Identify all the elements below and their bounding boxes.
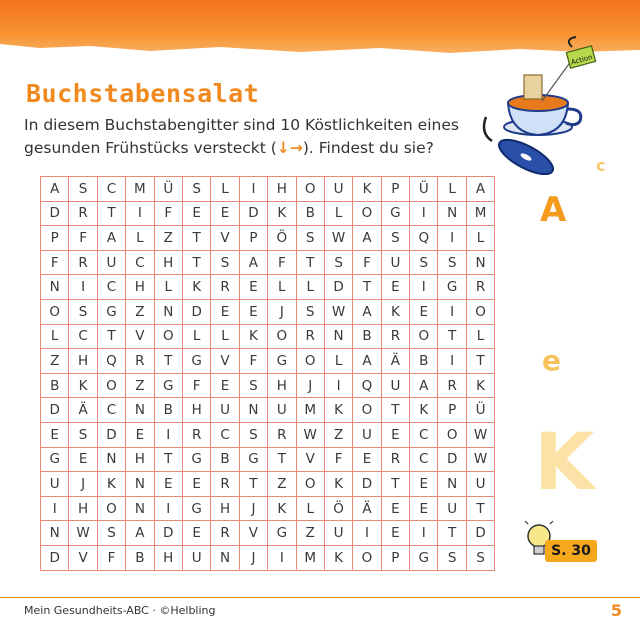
grid-cell[interactable]: L bbox=[211, 324, 239, 349]
grid-cell[interactable]: O bbox=[296, 349, 324, 374]
grid-cell[interactable]: A bbox=[97, 226, 125, 251]
grid-cell[interactable]: O bbox=[296, 472, 324, 497]
grid-cell[interactable]: J bbox=[239, 545, 267, 570]
grid-cell[interactable]: S bbox=[211, 250, 239, 275]
grid-cell[interactable]: R bbox=[381, 324, 409, 349]
grid-cell[interactable]: Z bbox=[126, 373, 154, 398]
grid-cell[interactable]: W bbox=[466, 422, 494, 447]
grid-row bbox=[41, 226, 495, 251]
grid-cell[interactable]: E bbox=[381, 521, 409, 546]
grid-cell[interactable]: S bbox=[466, 545, 494, 570]
grid-cell[interactable]: E bbox=[182, 472, 210, 497]
grid-cell[interactable]: L bbox=[154, 275, 182, 300]
grid-cell[interactable]: L bbox=[438, 177, 466, 202]
grid-cell[interactable]: B bbox=[353, 324, 381, 349]
grid-cell[interactable]: P bbox=[381, 177, 409, 202]
grid-cell[interactable]: F bbox=[182, 373, 210, 398]
grid-cell[interactable]: Z bbox=[126, 299, 154, 324]
grid-cell[interactable]: E bbox=[211, 299, 239, 324]
grid-cell[interactable]: V bbox=[211, 226, 239, 251]
grid-row bbox=[41, 496, 495, 521]
grid-cell[interactable]: V bbox=[69, 545, 97, 570]
grid-cell[interactable]: Ä bbox=[69, 398, 97, 423]
grid-cell[interactable]: R bbox=[268, 422, 296, 447]
grid-cell[interactable]: U bbox=[324, 177, 352, 202]
grid-row bbox=[41, 422, 495, 447]
grid-cell[interactable]: F bbox=[353, 250, 381, 275]
grid-cell[interactable]: N bbox=[126, 496, 154, 521]
grid-cell[interactable]: O bbox=[296, 177, 324, 202]
grid-cell[interactable]: R bbox=[296, 324, 324, 349]
grid-cell[interactable]: K bbox=[182, 275, 210, 300]
grid-cell[interactable]: T bbox=[466, 349, 494, 374]
grid-cell[interactable]: G bbox=[410, 545, 438, 570]
grid-cell[interactable]: W bbox=[324, 299, 352, 324]
direction-arrows-icon: ↓→ bbox=[276, 139, 303, 157]
footer-credit: Mein Gesundheits-ABC · ©Helbling bbox=[24, 604, 216, 617]
grid-cell[interactable]: G bbox=[154, 373, 182, 398]
grid-cell[interactable]: K bbox=[381, 299, 409, 324]
grid-cell[interactable]: L bbox=[268, 275, 296, 300]
word-search-grid bbox=[40, 176, 495, 571]
grid-cell[interactable]: F bbox=[324, 447, 352, 472]
grid-cell[interactable]: E bbox=[182, 521, 210, 546]
deco-letter-e: e bbox=[542, 344, 561, 377]
grid-cell[interactable]: T bbox=[438, 324, 466, 349]
grid-cell[interactable]: G bbox=[182, 447, 210, 472]
grid-cell[interactable]: K bbox=[324, 545, 352, 570]
grid-cell[interactable]: A bbox=[353, 299, 381, 324]
grid-cell[interactable]: H bbox=[69, 496, 97, 521]
grid-cell[interactable]: I bbox=[410, 275, 438, 300]
grid-cell[interactable]: P bbox=[41, 226, 69, 251]
grid-cell[interactable]: G bbox=[97, 299, 125, 324]
grid-cell[interactable]: S bbox=[410, 250, 438, 275]
grid-cell[interactable]: J bbox=[268, 299, 296, 324]
page-number: 5 bbox=[610, 601, 622, 620]
grid-cell[interactable]: I bbox=[41, 496, 69, 521]
grid-cell[interactable]: O bbox=[154, 324, 182, 349]
grid-row bbox=[41, 373, 495, 398]
grid-cell[interactable]: I bbox=[438, 226, 466, 251]
grid-cell[interactable]: E bbox=[69, 447, 97, 472]
grid-cell[interactable]: K bbox=[97, 472, 125, 497]
grid-cell[interactable]: R bbox=[438, 373, 466, 398]
grid-cell[interactable]: S bbox=[438, 250, 466, 275]
grid-cell[interactable]: H bbox=[211, 496, 239, 521]
grid-cell[interactable]: J bbox=[239, 496, 267, 521]
grid-cell[interactable]: C bbox=[211, 422, 239, 447]
grid-cell[interactable]: S bbox=[438, 545, 466, 570]
grid-cell[interactable]: E bbox=[353, 447, 381, 472]
deco-letter-k: K bbox=[534, 418, 595, 508]
grid-cell[interactable]: S bbox=[239, 422, 267, 447]
grid-cell[interactable]: I bbox=[239, 177, 267, 202]
grid-cell[interactable]: S bbox=[324, 250, 352, 275]
grid-cell[interactable]: O bbox=[466, 299, 494, 324]
grid-cell[interactable]: S bbox=[97, 521, 125, 546]
grid-cell[interactable]: N bbox=[126, 472, 154, 497]
grid-cell[interactable]: V bbox=[239, 521, 267, 546]
grid-cell[interactable]: D bbox=[239, 201, 267, 226]
grid-cell[interactable]: S bbox=[239, 373, 267, 398]
grid-cell[interactable]: K bbox=[239, 324, 267, 349]
grid-cell[interactable]: C bbox=[410, 447, 438, 472]
grid-cell[interactable]: S bbox=[69, 177, 97, 202]
grid-cell[interactable]: I bbox=[268, 545, 296, 570]
grid-cell[interactable]: D bbox=[438, 447, 466, 472]
grid-cell[interactable]: G bbox=[381, 201, 409, 226]
grid-cell[interactable]: S bbox=[69, 299, 97, 324]
grid-cell[interactable]: M bbox=[466, 201, 494, 226]
grid-cell[interactable]: D bbox=[182, 299, 210, 324]
grid-cell[interactable]: W bbox=[69, 521, 97, 546]
grid-row bbox=[41, 398, 495, 423]
grid-cell[interactable]: L bbox=[41, 324, 69, 349]
grid-cell[interactable]: J bbox=[69, 472, 97, 497]
grid-cell[interactable]: Ö bbox=[324, 496, 352, 521]
grid-cell[interactable]: M bbox=[126, 177, 154, 202]
grid-cell[interactable]: T bbox=[154, 349, 182, 374]
grid-cell[interactable]: O bbox=[41, 299, 69, 324]
grid-cell[interactable]: A bbox=[41, 177, 69, 202]
grid-cell[interactable]: H bbox=[126, 275, 154, 300]
grid-cell[interactable]: D bbox=[41, 201, 69, 226]
grid-cell[interactable]: P bbox=[239, 226, 267, 251]
grid-row bbox=[41, 299, 495, 324]
grid-cell[interactable]: H bbox=[154, 545, 182, 570]
grid-cell[interactable]: R bbox=[211, 472, 239, 497]
grid-cell[interactable]: E bbox=[154, 472, 182, 497]
grid-cell[interactable]: Ü bbox=[466, 398, 494, 423]
grid-cell[interactable]: I bbox=[126, 201, 154, 226]
grid-cell[interactable]: H bbox=[154, 250, 182, 275]
deco-letter-a: A bbox=[540, 190, 567, 230]
grid-cell[interactable]: E bbox=[410, 472, 438, 497]
grid-cell[interactable]: I bbox=[154, 422, 182, 447]
grid-cell[interactable]: A bbox=[410, 373, 438, 398]
grid-row bbox=[41, 250, 495, 275]
grid-cell[interactable]: W bbox=[296, 422, 324, 447]
grid-cell[interactable]: H bbox=[126, 447, 154, 472]
grid-cell[interactable]: O bbox=[410, 324, 438, 349]
grid-cell[interactable]: R bbox=[126, 349, 154, 374]
grid-cell[interactable]: A bbox=[353, 349, 381, 374]
grid-cell[interactable]: E bbox=[239, 275, 267, 300]
grid-cell[interactable]: E bbox=[381, 496, 409, 521]
grid-cell[interactable]: E bbox=[211, 201, 239, 226]
grid-cell[interactable]: P bbox=[438, 398, 466, 423]
grid-cell[interactable]: R bbox=[211, 521, 239, 546]
grid-cell[interactable]: A bbox=[466, 177, 494, 202]
grid-cell[interactable]: S bbox=[69, 422, 97, 447]
grid-cell[interactable]: U bbox=[211, 398, 239, 423]
grid-cell[interactable]: J bbox=[296, 373, 324, 398]
grid-cell[interactable]: R bbox=[466, 275, 494, 300]
grid-cell[interactable]: D bbox=[97, 422, 125, 447]
grid-cell[interactable]: Z bbox=[154, 226, 182, 251]
grid-cell[interactable]: K bbox=[324, 398, 352, 423]
grid-cell[interactable]: Ü bbox=[154, 177, 182, 202]
grid-cell[interactable]: E bbox=[182, 201, 210, 226]
grid-row bbox=[41, 177, 495, 202]
grid-cell[interactable]: T bbox=[239, 472, 267, 497]
grid-cell[interactable]: G bbox=[182, 349, 210, 374]
footer-divider bbox=[0, 597, 640, 598]
grid-cell[interactable]: I bbox=[353, 521, 381, 546]
grid-cell[interactable]: I bbox=[438, 299, 466, 324]
grid-cell[interactable]: L bbox=[126, 226, 154, 251]
grid-cell[interactable]: R bbox=[69, 250, 97, 275]
grid-cell[interactable]: D bbox=[324, 275, 352, 300]
grid-cell[interactable]: T bbox=[381, 472, 409, 497]
grid-cell[interactable]: N bbox=[211, 545, 239, 570]
grid-cell[interactable]: U bbox=[381, 250, 409, 275]
grid-cell[interactable]: E bbox=[381, 422, 409, 447]
grid-row bbox=[41, 275, 495, 300]
grid-cell[interactable]: B bbox=[410, 349, 438, 374]
grid-cell[interactable]: L bbox=[211, 177, 239, 202]
grid-cell[interactable]: Ü bbox=[410, 177, 438, 202]
grid-cell[interactable]: K bbox=[69, 373, 97, 398]
grid-cell[interactable]: E bbox=[41, 422, 69, 447]
grid-cell[interactable]: F bbox=[69, 226, 97, 251]
grid-cell[interactable]: H bbox=[268, 177, 296, 202]
grid-cell[interactable]: U bbox=[438, 496, 466, 521]
instruction-question: ). Findest du sie? bbox=[302, 139, 434, 157]
grid-cell[interactable]: T bbox=[182, 226, 210, 251]
grid-cell[interactable]: U bbox=[41, 472, 69, 497]
grid-cell[interactable]: T bbox=[154, 447, 182, 472]
grid-cell[interactable]: C bbox=[97, 275, 125, 300]
grid-cell[interactable]: N bbox=[154, 299, 182, 324]
grid-cell[interactable]: B bbox=[126, 545, 154, 570]
grid-cell[interactable]: S bbox=[182, 177, 210, 202]
grid-cell[interactable]: T bbox=[97, 201, 125, 226]
grid-row bbox=[41, 472, 495, 497]
grid-cell[interactable]: M bbox=[296, 545, 324, 570]
grid-cell[interactable]: D bbox=[41, 398, 69, 423]
grid-cell[interactable]: V bbox=[126, 324, 154, 349]
grid-cell[interactable]: Q bbox=[353, 373, 381, 398]
grid-cell[interactable]: W bbox=[324, 226, 352, 251]
grid-cell[interactable]: H bbox=[69, 349, 97, 374]
grid-cell[interactable]: D bbox=[466, 521, 494, 546]
grid-cell[interactable]: U bbox=[353, 422, 381, 447]
grid-cell[interactable]: A bbox=[353, 226, 381, 251]
grid-cell[interactable]: U bbox=[324, 521, 352, 546]
grid-cell[interactable]: T bbox=[268, 447, 296, 472]
grid-cell[interactable]: A bbox=[126, 521, 154, 546]
page-title: Buchstabensalat bbox=[26, 79, 260, 108]
grid-cell[interactable]: U bbox=[466, 472, 494, 497]
grid-cell[interactable]: C bbox=[126, 250, 154, 275]
teacup-illustration bbox=[476, 35, 616, 175]
grid-cell[interactable]: U bbox=[97, 250, 125, 275]
grid-cell[interactable]: N bbox=[239, 398, 267, 423]
grid-cell[interactable]: L bbox=[324, 201, 352, 226]
instruction-text bbox=[24, 114, 484, 160]
grid-cell[interactable]: R bbox=[211, 275, 239, 300]
grid-cell[interactable]: T bbox=[353, 275, 381, 300]
grid-cell[interactable]: N bbox=[438, 472, 466, 497]
grid-cell[interactable]: Ä bbox=[353, 496, 381, 521]
grid-cell[interactable]: U bbox=[381, 373, 409, 398]
grid-cell[interactable]: L bbox=[296, 275, 324, 300]
grid-cell[interactable]: O bbox=[353, 398, 381, 423]
grid-cell[interactable]: F bbox=[154, 201, 182, 226]
grid-cell[interactable]: I bbox=[69, 275, 97, 300]
grid-cell[interactable]: F bbox=[41, 250, 69, 275]
grid-cell[interactable]: E bbox=[410, 299, 438, 324]
grid-cell[interactable]: C bbox=[410, 422, 438, 447]
grid-cell[interactable]: Z bbox=[296, 521, 324, 546]
grid-cell[interactable]: I bbox=[410, 521, 438, 546]
grid-cell[interactable]: H bbox=[182, 398, 210, 423]
grid-cell[interactable]: V bbox=[211, 349, 239, 374]
grid-cell[interactable]: B bbox=[41, 373, 69, 398]
grid-cell[interactable]: O bbox=[438, 422, 466, 447]
grid-cell[interactable]: I bbox=[154, 496, 182, 521]
grid-row bbox=[41, 349, 495, 374]
grid-cell[interactable]: K bbox=[466, 373, 494, 398]
grid-cell[interactable]: I bbox=[324, 373, 352, 398]
grid-cell[interactable]: Z bbox=[268, 472, 296, 497]
grid-cell[interactable]: H bbox=[268, 373, 296, 398]
grid-cell[interactable]: E bbox=[239, 299, 267, 324]
grid-cell[interactable]: N bbox=[41, 275, 69, 300]
grid-cell[interactable]: G bbox=[268, 521, 296, 546]
grid-cell[interactable]: L bbox=[466, 324, 494, 349]
grid-cell[interactable]: D bbox=[41, 545, 69, 570]
grid-cell[interactable]: F bbox=[268, 250, 296, 275]
grid-cell[interactable]: C bbox=[97, 398, 125, 423]
grid-cell[interactable]: S bbox=[296, 299, 324, 324]
grid-row bbox=[41, 324, 495, 349]
grid-cell[interactable]: O bbox=[353, 545, 381, 570]
grid-cell[interactable]: L bbox=[324, 349, 352, 374]
grid-row bbox=[41, 521, 495, 546]
grid-cell[interactable]: F bbox=[239, 349, 267, 374]
grid-cell[interactable]: T bbox=[438, 521, 466, 546]
grid-cell[interactable]: P bbox=[381, 545, 409, 570]
grid-row bbox=[41, 447, 495, 472]
grid-cell[interactable]: N bbox=[324, 324, 352, 349]
grid-cell[interactable]: L bbox=[182, 324, 210, 349]
grid-cell[interactable]: K bbox=[353, 177, 381, 202]
grid-cell[interactable]: G bbox=[438, 275, 466, 300]
grid-cell[interactable]: O bbox=[268, 324, 296, 349]
grid-cell[interactable]: Ö bbox=[268, 226, 296, 251]
grid-cell[interactable]: A bbox=[239, 250, 267, 275]
grid-cell[interactable]: N bbox=[466, 250, 494, 275]
grid-cell[interactable]: O bbox=[97, 496, 125, 521]
grid-cell[interactable]: L bbox=[296, 496, 324, 521]
grid-cell[interactable]: N bbox=[97, 447, 125, 472]
grid-cell[interactable]: U bbox=[182, 545, 210, 570]
grid-cell[interactable]: T bbox=[296, 250, 324, 275]
grid-cell[interactable]: C bbox=[69, 324, 97, 349]
grid-cell[interactable]: K bbox=[324, 472, 352, 497]
grid-cell[interactable]: B bbox=[154, 398, 182, 423]
grid-cell[interactable]: K bbox=[268, 201, 296, 226]
deco-letter-c: c bbox=[596, 156, 606, 175]
grid-cell[interactable]: G bbox=[41, 447, 69, 472]
tea-tag-label: Action bbox=[570, 53, 594, 67]
grid-cell[interactable]: O bbox=[97, 373, 125, 398]
grid-cell[interactable]: D bbox=[154, 521, 182, 546]
grid-cell[interactable]: B bbox=[296, 201, 324, 226]
grid-cell[interactable]: E bbox=[126, 422, 154, 447]
grid-cell[interactable]: Z bbox=[41, 349, 69, 374]
grid-cell[interactable]: C bbox=[97, 177, 125, 202]
grid-cell[interactable]: T bbox=[466, 496, 494, 521]
grid-cell[interactable]: K bbox=[268, 496, 296, 521]
grid-cell[interactable]: L bbox=[466, 226, 494, 251]
grid-cell[interactable]: W bbox=[466, 447, 494, 472]
grid-cell[interactable]: G bbox=[239, 447, 267, 472]
grid-cell[interactable]: N bbox=[126, 398, 154, 423]
grid-cell[interactable]: E bbox=[211, 373, 239, 398]
grid-cell[interactable]: S bbox=[296, 226, 324, 251]
grid-row bbox=[41, 201, 495, 226]
grid-cell[interactable]: Q bbox=[410, 226, 438, 251]
grid-cell[interactable]: G bbox=[268, 349, 296, 374]
grid-cell[interactable]: M bbox=[296, 398, 324, 423]
grid-cell[interactable]: T bbox=[381, 398, 409, 423]
grid-cell[interactable]: E bbox=[381, 275, 409, 300]
grid-cell[interactable]: Z bbox=[324, 422, 352, 447]
grid-cell[interactable]: G bbox=[182, 496, 210, 521]
grid-cell[interactable]: T bbox=[97, 324, 125, 349]
page-reference-badge: S. 30 bbox=[545, 540, 597, 562]
grid-cell[interactable]: K bbox=[410, 398, 438, 423]
grid-cell[interactable]: V bbox=[296, 447, 324, 472]
grid-cell[interactable]: I bbox=[410, 201, 438, 226]
grid-cell[interactable]: B bbox=[211, 447, 239, 472]
grid-cell[interactable]: D bbox=[353, 472, 381, 497]
grid-cell[interactable]: E bbox=[410, 496, 438, 521]
grid-cell[interactable]: F bbox=[97, 545, 125, 570]
grid-cell[interactable]: Q bbox=[97, 349, 125, 374]
grid-cell[interactable]: I bbox=[438, 349, 466, 374]
grid-cell[interactable]: O bbox=[353, 201, 381, 226]
grid-cell[interactable]: R bbox=[182, 422, 210, 447]
grid-cell[interactable]: N bbox=[41, 521, 69, 546]
grid-cell[interactable]: S bbox=[381, 226, 409, 251]
grid-cell[interactable]: U bbox=[268, 398, 296, 423]
instruction-main: In diesem Buchstabengitter sind 10 Köstlichkeiten eines gesunden Frühstücks versteckt ( bbox=[24, 116, 459, 157]
grid-cell[interactable]: R bbox=[381, 447, 409, 472]
grid-cell[interactable]: T bbox=[182, 250, 210, 275]
grid-row bbox=[41, 545, 495, 570]
grid-cell[interactable]: R bbox=[69, 201, 97, 226]
grid-cell[interactable]: N bbox=[438, 201, 466, 226]
grid-cell[interactable]: Ä bbox=[381, 349, 409, 374]
